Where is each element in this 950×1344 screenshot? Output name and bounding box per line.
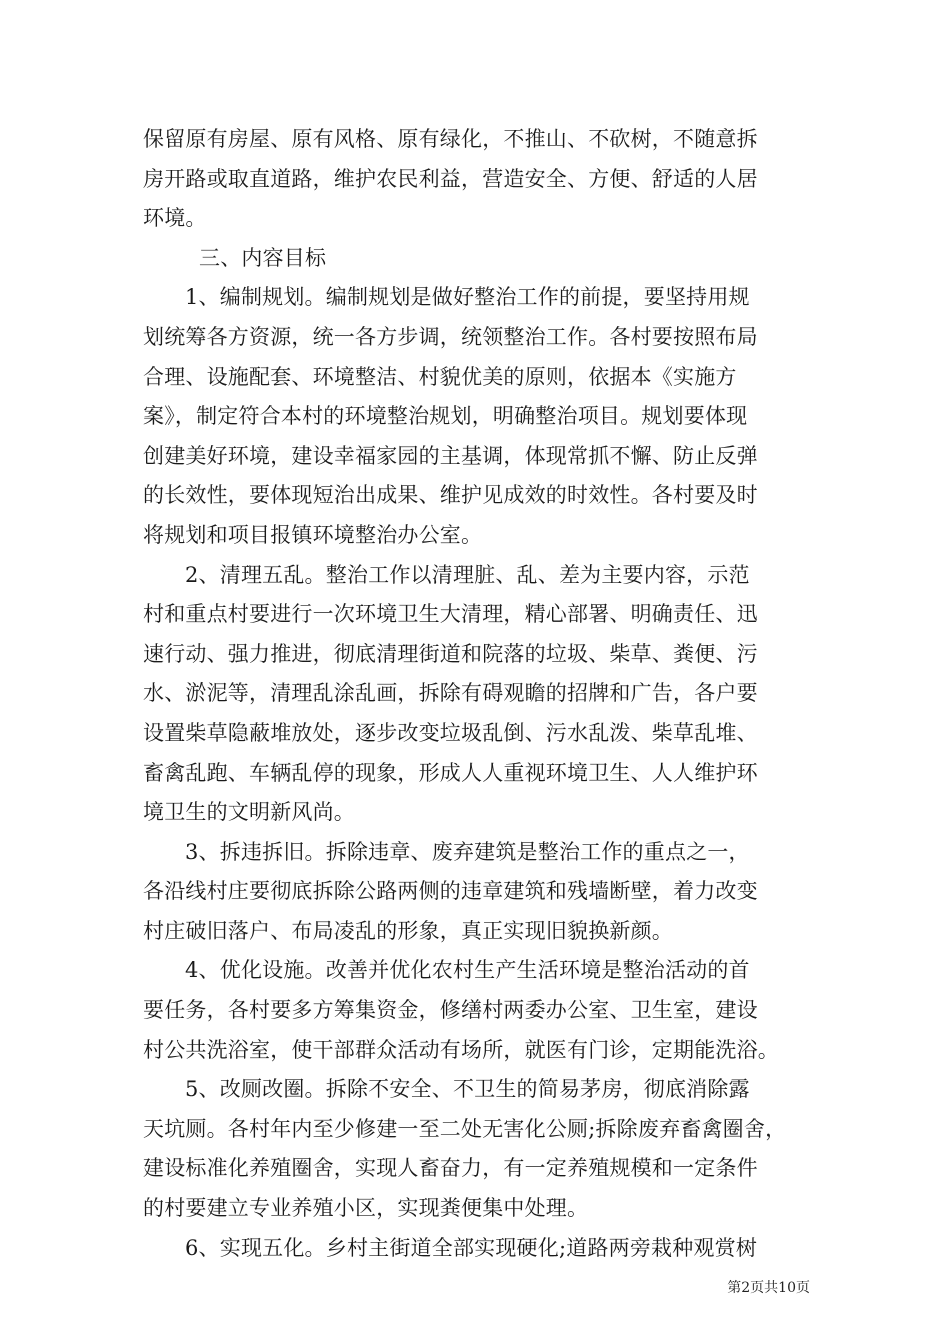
text-line: 合理、设施配套、环境整洁、村貌优美的原则，依据本《实施方	[143, 364, 737, 389]
text-line: 村和重点村要进行一次环境卫生大清理，精心部署、明确责任、迅	[143, 602, 758, 627]
text-line: 水、淤泥等，清理乱涂乱画，拆除有碍观瞻的招牌和广告，各户要	[143, 681, 758, 706]
text-line: 的村要建立专业养殖小区，实现粪便集中处理。	[143, 1196, 589, 1221]
section-heading: 三、内容目标	[199, 245, 327, 270]
paragraph-start: 3、拆违拆旧。拆除违章、废弃建筑是整治工作的重点之一，	[185, 839, 750, 864]
text-line: 环境。	[143, 206, 207, 231]
text-line: 要任务，各村要多方筹集资金，修缮村两委办公室、卫生室，建设	[143, 998, 758, 1023]
text-line: 创建美好环境，建设幸福家园的主基调，体现常抓不懈、防止反弹	[143, 443, 758, 468]
paragraph-start: 4、优化设施。改善并优化农村生产生活环境是整治活动的首	[185, 958, 750, 983]
text-line: 畜禽乱跑、车辆乱停的现象，形成人人重视环境卫生、人人维护环	[143, 760, 758, 785]
page-number-footer: 第2页共10页	[727, 1280, 810, 1296]
paragraph-start: 1、编制规划。编制规划是做好整治工作的前提，要坚持用规	[185, 285, 750, 310]
text-line: 村庄破旧落户、布局凌乱的形象，真正实现旧貌换新颜。	[143, 918, 673, 943]
text-line: 设置柴草隐蔽堆放处，逐步改变垃圾乱倒、污水乱泼、柴草乱堆、	[143, 720, 758, 745]
text-line: 建设标准化养殖圈舍，实现人畜奋力，有一定养殖规模和一定条件	[143, 1156, 758, 1181]
text-line: 的长效性，要体现短治出成果、维护见成效的时效性。各村要及时	[143, 483, 758, 508]
text-line: 各沿线村庄要彻底拆除公路两侧的违章建筑和残墙断壁，着力改变	[143, 879, 758, 904]
paragraph-start: 2、清理五乱。整治工作以清理脏、乱、差为主要内容，示范	[185, 562, 750, 587]
text-line: 划统筹各方资源，统一各方步调，统领整治工作。各村要按照布局	[143, 324, 758, 349]
paragraph-start: 6、实现五化。乡村主街道全部实现硬化;道路两旁栽种观赏树	[185, 1235, 758, 1260]
paragraph-start: 5、改厕改圈。拆除不安全、不卫生的简易茅房，彻底消除露	[185, 1077, 750, 1102]
text-line: 将规划和项目报镇环境整治办公室。	[143, 522, 483, 547]
text-line: 案》，制定符合本村的环境整治规划，明确整治项目。规划要体现	[143, 404, 748, 429]
text-line: 村公共洗浴室，使干部群众活动有场所，就医有门诊，定期能洗浴。	[143, 1037, 779, 1062]
text-line: 速行动、强力推进，彻底清理街道和院落的垃圾、柴草、粪便、污	[143, 641, 758, 666]
text-line: 保留原有房屋、原有风格、原有绿化，不推山、不砍树，不随意拆	[143, 127, 758, 151]
document-body	[143, 120, 805, 1268]
text-line: 房开路或取直道路，维护农民利益，营造安全、方便、舒适的人居	[143, 166, 758, 191]
text-line: 境卫生的文明新风尚。	[143, 800, 355, 825]
text-line: 天坑厕。各村年内至少修建一至二处无害化公厕;拆除废弃畜禽圈舍，	[143, 1116, 787, 1141]
